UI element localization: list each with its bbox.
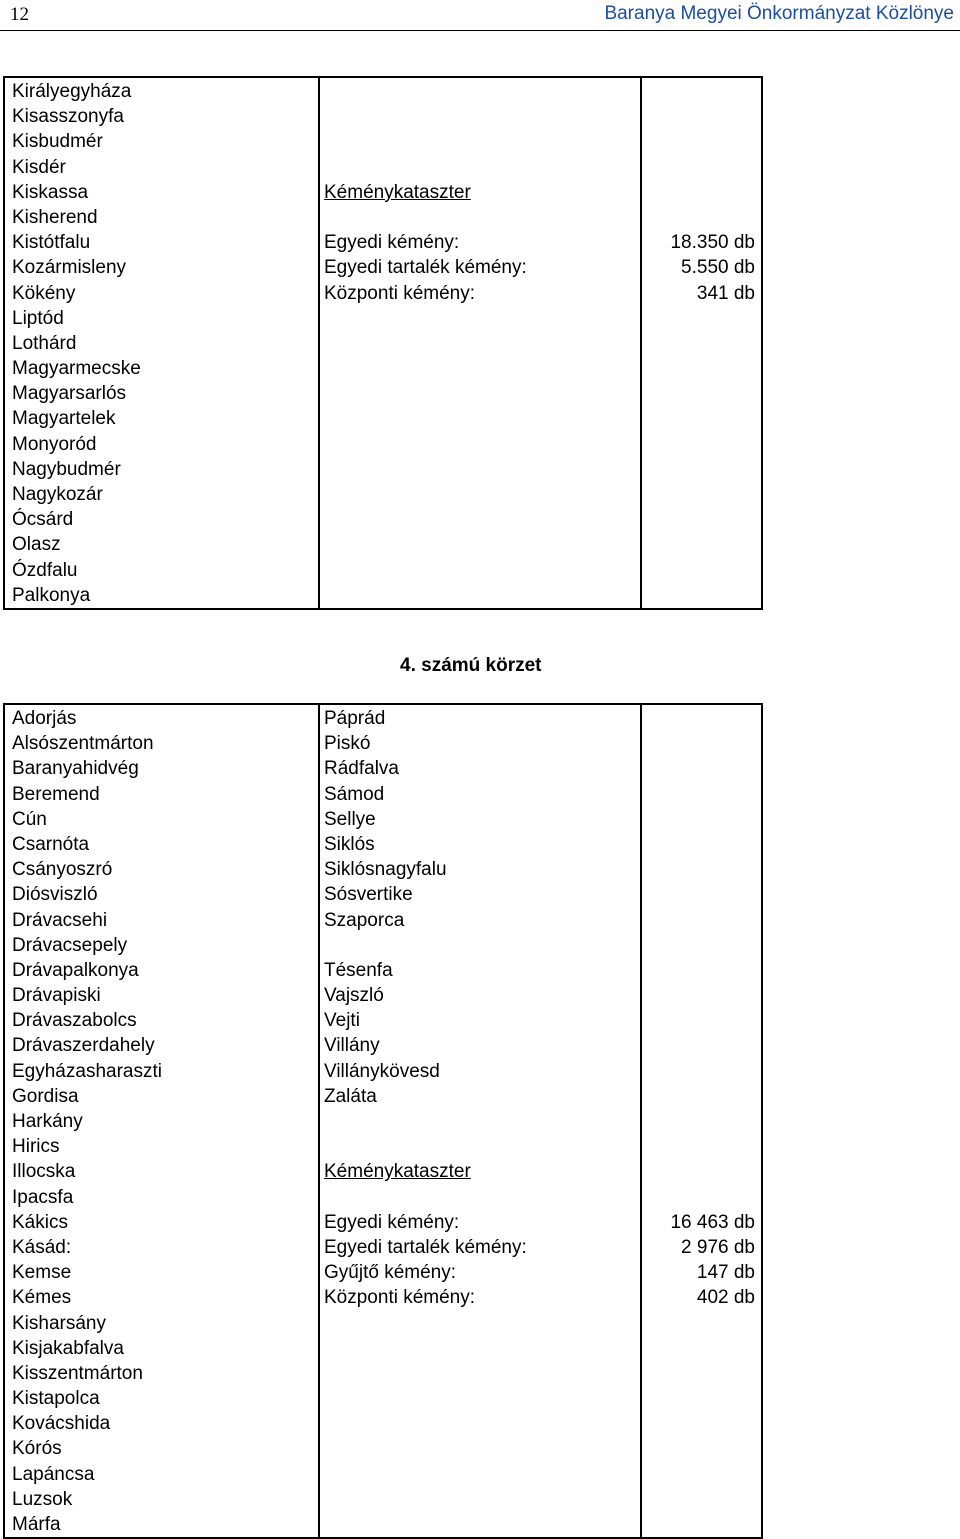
- table-row: [5, 306, 761, 331]
- settlement-name: Kistapolca: [12, 1388, 100, 1410]
- column-2-text: Egyedi tartalék kémény:: [324, 1236, 527, 1258]
- settlement-name: Drávaszerdahely: [12, 1035, 155, 1057]
- table-row: [5, 281, 761, 306]
- table-row: [5, 958, 761, 983]
- settlement-name: Csányoszró: [12, 859, 113, 881]
- settlement-name: Kórós: [12, 1438, 62, 1460]
- count-value: 2 976 db: [681, 1236, 755, 1258]
- settlement-name: Kiskassa: [12, 181, 89, 203]
- column-2-text: Villány: [324, 1035, 380, 1057]
- settlement-name: Beremend: [12, 783, 100, 805]
- count-value: 16 463 db: [670, 1211, 755, 1233]
- column-2-text: Rádfalva: [324, 758, 399, 780]
- settlement-name: Csarnóta: [12, 833, 90, 855]
- table-row: [5, 180, 761, 205]
- table-row: [5, 857, 761, 882]
- table-row: [5, 1512, 761, 1537]
- page-header: [0, 0, 960, 31]
- table-row: [5, 756, 761, 781]
- table-row: [5, 1386, 761, 1411]
- settlement-name: Drávacsehi: [12, 909, 108, 931]
- settlement-name: Kisharsány: [12, 1312, 106, 1334]
- table-row: [5, 1487, 761, 1512]
- column-2-text: Egyedi kémény:: [324, 232, 460, 254]
- settlement-name: Illocska: [12, 1161, 76, 1183]
- table-row: [5, 558, 761, 583]
- column-2-text: Vejti: [324, 1010, 360, 1032]
- column-2-text: Siklósnagyfalu: [324, 859, 447, 881]
- table-row: [5, 1134, 761, 1159]
- table-row: [5, 1311, 761, 1336]
- table-row: [5, 983, 761, 1008]
- column-2-text: Gyűjtő kémény:: [324, 1262, 456, 1284]
- settlement-name: Lothárd: [12, 332, 77, 354]
- table-row: [5, 482, 761, 507]
- settlement-name: Márfa: [12, 1514, 61, 1535]
- table-row: [5, 1462, 761, 1487]
- table-row: [5, 832, 761, 857]
- table-row: [5, 255, 761, 280]
- table-row: [5, 706, 761, 731]
- settlement-name: Királyegyháza: [12, 81, 132, 102]
- count-value: 402 db: [696, 1287, 755, 1309]
- settlement-name: Harkány: [12, 1111, 83, 1132]
- table-row: [5, 1361, 761, 1386]
- settlement-name: Cún: [12, 808, 47, 830]
- settlement-name: Nagykozár: [12, 484, 103, 505]
- settlement-name: Diósviszló: [12, 884, 98, 906]
- settlement-name: Drávacsepely: [12, 934, 128, 956]
- settlement-name: Magyarmecske: [12, 358, 141, 380]
- table-row: [5, 104, 761, 129]
- table-row: [5, 457, 761, 482]
- table-row: [5, 1033, 761, 1058]
- settlement-name: Kozármisleny: [12, 257, 127, 279]
- settlement-name: Kisszentmárton: [12, 1362, 143, 1384]
- table-row: [5, 1411, 761, 1436]
- settlement-name: Drávapalkonya: [12, 959, 139, 981]
- settlement-name: Ócsárd: [12, 509, 74, 531]
- settlement-name: Kisdér: [12, 156, 66, 178]
- settlement-name: Kovácshida: [12, 1413, 111, 1435]
- table-row: [5, 1436, 761, 1461]
- settlement-name: Kistótfalu: [12, 232, 91, 254]
- table-row: [5, 807, 761, 832]
- column-2-text: Siklós: [324, 833, 375, 855]
- count-value: 147 db: [696, 1262, 755, 1284]
- table-row: [5, 532, 761, 557]
- settlement-name: Kémes: [12, 1287, 72, 1309]
- table-row: [5, 1260, 761, 1285]
- settlement-name: Baranyahidvég: [12, 758, 139, 780]
- settlement-name: Hirics: [12, 1136, 60, 1158]
- settlement-name: Kisherend: [12, 206, 98, 228]
- settlement-name: Magyarsarlós: [12, 383, 127, 405]
- table-row: [5, 1336, 761, 1361]
- table-row: [5, 782, 761, 807]
- column-2-text: Központi kémény:: [324, 282, 476, 304]
- table-row: [5, 507, 761, 532]
- table-row: [5, 331, 761, 356]
- table-row: [5, 155, 761, 180]
- column-2-text: Egyedi kémény:: [324, 1211, 460, 1233]
- table-row: [5, 230, 761, 255]
- settlement-name: Lapáncsa: [12, 1463, 95, 1485]
- settlement-name: Kisasszonyfa: [12, 106, 124, 128]
- table-row: [5, 1285, 761, 1310]
- column-2-text: Kéménykataszter: [324, 181, 471, 203]
- column-2-text: Villánykövesd: [324, 1060, 440, 1082]
- settlement-name: Liptód: [12, 307, 64, 329]
- table-row: [5, 882, 761, 907]
- table-row: [5, 1210, 761, 1235]
- column-2-text: Egyedi tartalék kémény:: [324, 257, 527, 279]
- settlement-name: Alsószentmárton: [12, 733, 154, 755]
- settlement-name: Drávapiski: [12, 985, 101, 1007]
- table-row: [5, 1008, 761, 1033]
- table-row: [5, 381, 761, 406]
- column-2-text: Sellye: [324, 808, 376, 830]
- settlement-name: Adorjás: [12, 708, 77, 729]
- table-row: [5, 1235, 761, 1260]
- column-2-text: Központi kémény:: [324, 1287, 476, 1309]
- table-row: [5, 908, 761, 933]
- column-2-text: Kéménykataszter: [324, 1161, 471, 1183]
- settlement-name: Gordisa: [12, 1085, 79, 1107]
- settlement-name: Kökény: [12, 282, 76, 304]
- settlement-name: Kisjakabfalva: [12, 1337, 124, 1359]
- table-row: [5, 205, 761, 230]
- settlement-name: Kákics: [12, 1211, 68, 1233]
- column-2-text: Vajszló: [324, 985, 384, 1007]
- section-title: 4. számú körzet: [400, 655, 542, 676]
- publication-title: Baranya Megyei Önkormányzat Közlönye: [604, 3, 954, 24]
- settlement-name: Luzsok: [12, 1488, 73, 1510]
- column-2-text: Sámod: [324, 783, 385, 805]
- count-value: 18.350 db: [670, 232, 755, 254]
- table-row: [5, 1185, 761, 1210]
- settlement-name: Palkonya: [12, 584, 91, 606]
- table-row: [5, 1084, 761, 1109]
- settlement-name: Ózdfalu: [12, 559, 78, 581]
- column-2-text: Tésenfa: [324, 959, 393, 981]
- column-2-text: Zaláta: [324, 1085, 377, 1107]
- table-rows: [5, 78, 761, 608]
- column-2-text: Piskó: [324, 733, 371, 755]
- table-row: [5, 933, 761, 958]
- settlement-name: Monyoród: [12, 433, 97, 455]
- settlement-name: Egyházasharaszti: [12, 1060, 162, 1082]
- settlement-name: Olasz: [12, 534, 61, 556]
- page-number: 12: [10, 4, 29, 25]
- table-rows: [5, 705, 761, 1537]
- count-value: 341 db: [696, 282, 755, 304]
- district-table-4: [3, 703, 763, 1539]
- column-2-text: Szaporca: [324, 909, 405, 931]
- settlement-name: Magyartelek: [12, 408, 116, 430]
- table-row: [5, 432, 761, 457]
- table-row: [5, 1109, 761, 1134]
- count-value: 5.550 db: [681, 257, 755, 279]
- settlement-name: Nagybudmér: [12, 458, 121, 480]
- settlement-name: Ipacsfa: [12, 1186, 74, 1208]
- column-2-text: Páprád: [324, 708, 386, 729]
- table-row: [5, 406, 761, 431]
- table-row: [5, 731, 761, 756]
- settlement-name: Kásád:: [12, 1236, 72, 1258]
- table-row: [5, 79, 761, 104]
- table-row: [5, 1059, 761, 1084]
- column-2-text: Sósvertike: [324, 884, 413, 906]
- table-row: [5, 583, 761, 608]
- settlement-name: Kemse: [12, 1262, 72, 1284]
- table-row: [5, 356, 761, 381]
- district-table-3: [3, 76, 763, 610]
- table-row: [5, 1159, 761, 1184]
- table-row: [5, 129, 761, 154]
- settlement-name: Drávaszabolcs: [12, 1010, 137, 1032]
- settlement-name: Kisbudmér: [12, 131, 103, 153]
